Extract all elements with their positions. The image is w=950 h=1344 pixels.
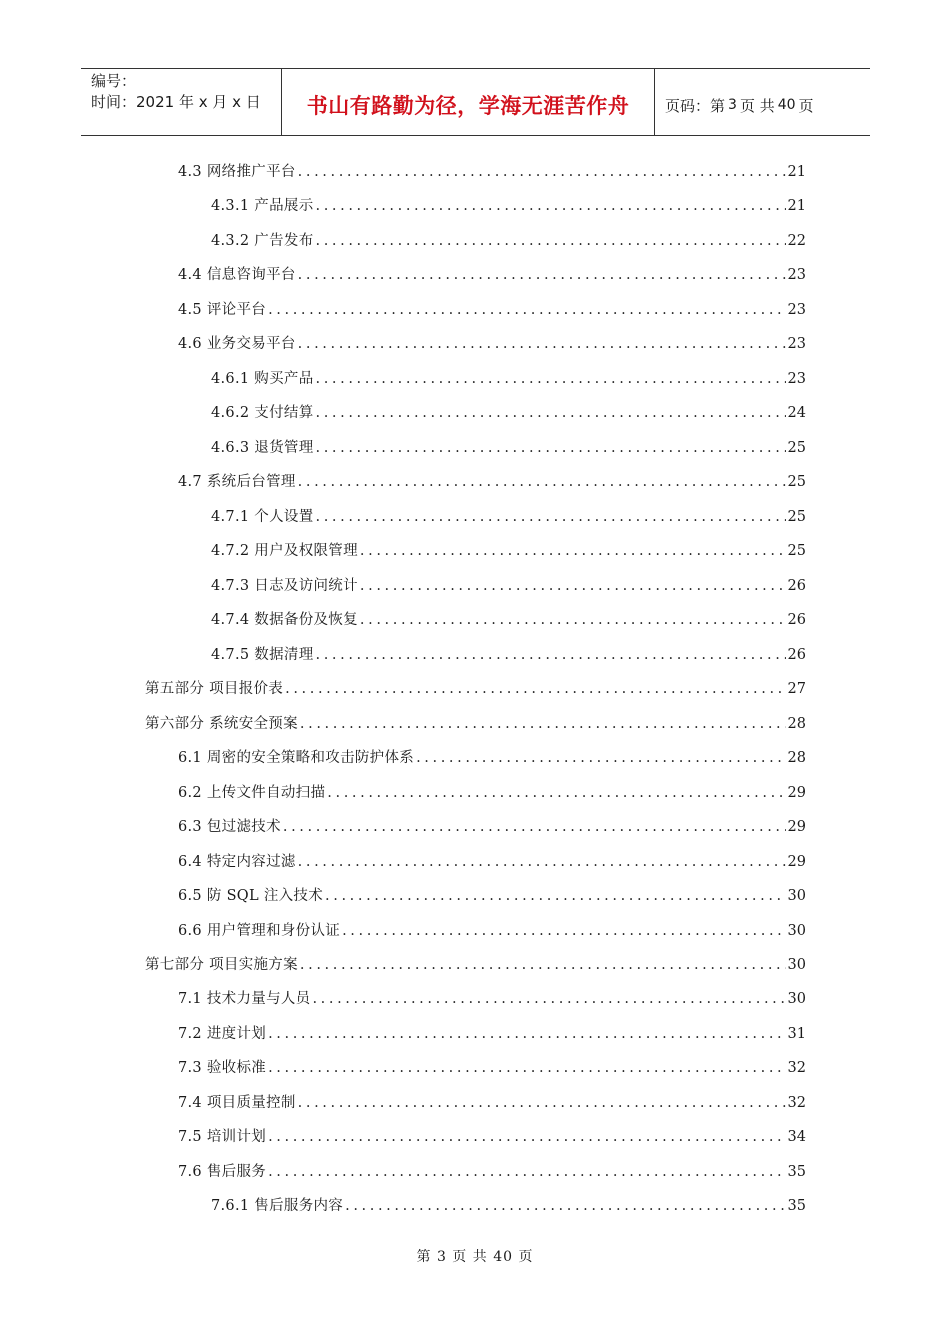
toc-label: 4.5 评论平台 xyxy=(178,302,267,318)
toc-entry[interactable] xyxy=(211,230,806,252)
page-prefix: 页码：第 xyxy=(665,96,726,115)
toc-page: 35 xyxy=(787,1198,806,1214)
document-time-label: 时间：2021 年 x 月 x 日 xyxy=(91,93,261,111)
toc-label: 第七部分 项目实施方案 xyxy=(145,957,298,973)
toc-page: 30 xyxy=(787,957,806,973)
toc-entry[interactable] xyxy=(178,816,806,838)
toc-page: 34 xyxy=(787,1129,806,1145)
toc-page: 28 xyxy=(787,716,806,732)
toc-page: 26 xyxy=(787,612,806,628)
header-page-info xyxy=(655,69,870,135)
toc-leader xyxy=(268,299,785,321)
toc-leader xyxy=(345,1195,785,1217)
toc-entry[interactable] xyxy=(178,1161,806,1183)
toc-page: 23 xyxy=(787,302,806,318)
toc-leader xyxy=(342,920,785,942)
toc-entry[interactable] xyxy=(178,782,806,804)
toc-leader xyxy=(316,644,786,666)
toc-label: 4.6.3 退货管理 xyxy=(211,440,314,456)
toc-label: 7.5 培训计划 xyxy=(178,1129,267,1145)
toc-page: 25 xyxy=(787,509,806,525)
toc-label: 4.7.2 用户及权限管理 xyxy=(211,543,358,559)
toc-page: 28 xyxy=(787,750,806,766)
toc-leader xyxy=(316,437,786,459)
page-middle: 页 共 xyxy=(739,96,775,115)
toc-page: 30 xyxy=(787,923,806,939)
toc-leader xyxy=(298,264,786,286)
page-suffix: 页 xyxy=(798,96,814,115)
toc-label: 4.6 业务交易平台 xyxy=(178,336,296,352)
toc-entry[interactable] xyxy=(178,920,806,942)
toc-entry[interactable] xyxy=(178,471,806,493)
toc-label: 6.2 上传文件自动扫描 xyxy=(178,785,326,801)
toc-label: 6.6 用户管理和身份认证 xyxy=(178,923,341,939)
toc-label: 4.7.1 个人设置 xyxy=(211,509,314,525)
toc-leader xyxy=(416,747,785,769)
toc-entry[interactable] xyxy=(211,540,806,562)
toc-label: 第五部分 项目报价表 xyxy=(145,681,284,697)
toc-label: 7.3 验收标准 xyxy=(178,1060,267,1076)
header-motto: 书山有路勤为径，学海无涯苦作舟 xyxy=(282,69,655,135)
toc-entry[interactable] xyxy=(211,644,806,666)
toc-label: 7.6 售后服务 xyxy=(178,1164,267,1180)
toc-leader xyxy=(316,402,786,424)
document-number-label: 编号： xyxy=(91,72,137,90)
toc-page: 25 xyxy=(787,440,806,456)
toc-label: 4.6.2 支付结算 xyxy=(211,405,314,421)
toc-entry[interactable] xyxy=(178,1092,806,1114)
toc-label: 6.1 周密的安全策略和攻击防护体系 xyxy=(178,750,415,766)
toc-page: 29 xyxy=(787,819,806,835)
toc-label: 第六部分 系统安全预案 xyxy=(145,716,298,732)
toc-page: 29 xyxy=(787,854,806,870)
toc-entry[interactable] xyxy=(178,1057,806,1079)
toc-page: 23 xyxy=(787,371,806,387)
toc-page: 29 xyxy=(787,785,806,801)
page-header xyxy=(81,68,870,136)
toc-leader xyxy=(360,540,786,562)
toc-entry[interactable] xyxy=(211,506,806,528)
toc-page: 30 xyxy=(787,888,806,904)
toc-leader xyxy=(298,471,786,493)
toc-leader xyxy=(298,851,786,873)
toc-leader xyxy=(298,333,786,355)
toc-leader xyxy=(268,1057,785,1079)
toc-entry[interactable] xyxy=(178,299,806,321)
toc-leader xyxy=(312,988,785,1010)
toc-leader xyxy=(268,1126,785,1148)
toc-entry[interactable] xyxy=(211,368,806,390)
toc-label: 7.4 项目质量控制 xyxy=(178,1095,296,1111)
toc-entry[interactable] xyxy=(145,678,806,700)
toc-leader xyxy=(316,368,786,390)
toc-label: 6.3 包过滤技术 xyxy=(178,819,281,835)
toc-label: 6.5 防 SQL 注入技术 xyxy=(178,888,324,904)
toc-entry[interactable] xyxy=(178,988,806,1010)
toc-page: 22 xyxy=(787,233,806,249)
toc-label: 4.3 网络推广平台 xyxy=(178,164,296,180)
toc-leader xyxy=(316,195,786,217)
toc-entry[interactable] xyxy=(178,885,806,907)
toc-entry[interactable] xyxy=(211,437,806,459)
page-current: 3 xyxy=(728,97,737,113)
toc-page: 23 xyxy=(787,267,806,283)
toc-label: 6.4 特定内容过滤 xyxy=(178,854,296,870)
header-meta xyxy=(81,69,282,135)
toc-leader xyxy=(316,230,786,252)
toc-label: 4.7.5 数据清理 xyxy=(211,647,314,663)
toc-page: 26 xyxy=(787,578,806,594)
toc-label: 7.6.1 售后服务内容 xyxy=(211,1198,344,1214)
toc-page: 32 xyxy=(787,1060,806,1076)
page-total: 40 xyxy=(777,97,796,113)
toc-entry[interactable] xyxy=(211,575,806,597)
toc-entry[interactable] xyxy=(178,333,806,355)
toc-leader xyxy=(327,782,785,804)
toc-page: 23 xyxy=(787,336,806,352)
toc-page: 30 xyxy=(787,991,806,1007)
toc-label: 4.3.1 产品展示 xyxy=(211,198,314,214)
toc-entry[interactable] xyxy=(178,747,806,769)
toc-page: 25 xyxy=(787,474,806,490)
toc-leader xyxy=(316,506,786,528)
toc-page: 26 xyxy=(787,647,806,663)
toc-entry[interactable] xyxy=(178,161,806,183)
toc-page: 21 xyxy=(787,164,806,180)
toc-leader xyxy=(268,1023,785,1045)
toc-page: 32 xyxy=(787,1095,806,1111)
toc-leader xyxy=(268,1161,785,1183)
toc-page: 21 xyxy=(787,198,806,214)
toc-leader xyxy=(298,161,786,183)
toc-entry[interactable] xyxy=(178,264,806,286)
toc-leader xyxy=(360,575,786,597)
toc-label: 7.2 进度计划 xyxy=(178,1026,267,1042)
toc-leader xyxy=(360,609,786,631)
toc-leader xyxy=(285,678,785,700)
toc-entry[interactable] xyxy=(178,1023,806,1045)
toc-entry[interactable] xyxy=(178,851,806,873)
toc-entry[interactable] xyxy=(211,1195,806,1217)
toc-entry[interactable] xyxy=(211,195,806,217)
toc-leader xyxy=(300,954,786,976)
toc-entry[interactable] xyxy=(145,954,806,976)
toc-leader xyxy=(300,713,786,735)
toc-label: 4.6.1 购买产品 xyxy=(211,371,314,387)
toc-label: 4.4 信息咨询平台 xyxy=(178,267,296,283)
toc-leader xyxy=(325,885,786,907)
toc-leader xyxy=(283,816,786,838)
toc-label: 4.3.2 广告发布 xyxy=(211,233,314,249)
toc-label: 7.1 技术力量与人员 xyxy=(178,991,311,1007)
toc-label: 4.7.4 数据备份及恢复 xyxy=(211,612,358,628)
toc-label: 4.7 系统后台管理 xyxy=(178,474,296,490)
toc-entry[interactable] xyxy=(178,1126,806,1148)
toc-page: 35 xyxy=(787,1164,806,1180)
toc-entry[interactable] xyxy=(145,713,806,735)
toc-entry[interactable] xyxy=(211,402,806,424)
toc-entry[interactable] xyxy=(211,609,806,631)
toc-page: 31 xyxy=(787,1026,806,1042)
toc-page: 25 xyxy=(787,543,806,559)
toc-leader xyxy=(298,1092,786,1114)
toc-page: 27 xyxy=(787,681,806,697)
page-footer: 第 3 页 共 40 页 xyxy=(416,1249,534,1265)
toc-page: 24 xyxy=(787,405,806,421)
toc-label: 4.7.3 日志及访问统计 xyxy=(211,578,358,594)
